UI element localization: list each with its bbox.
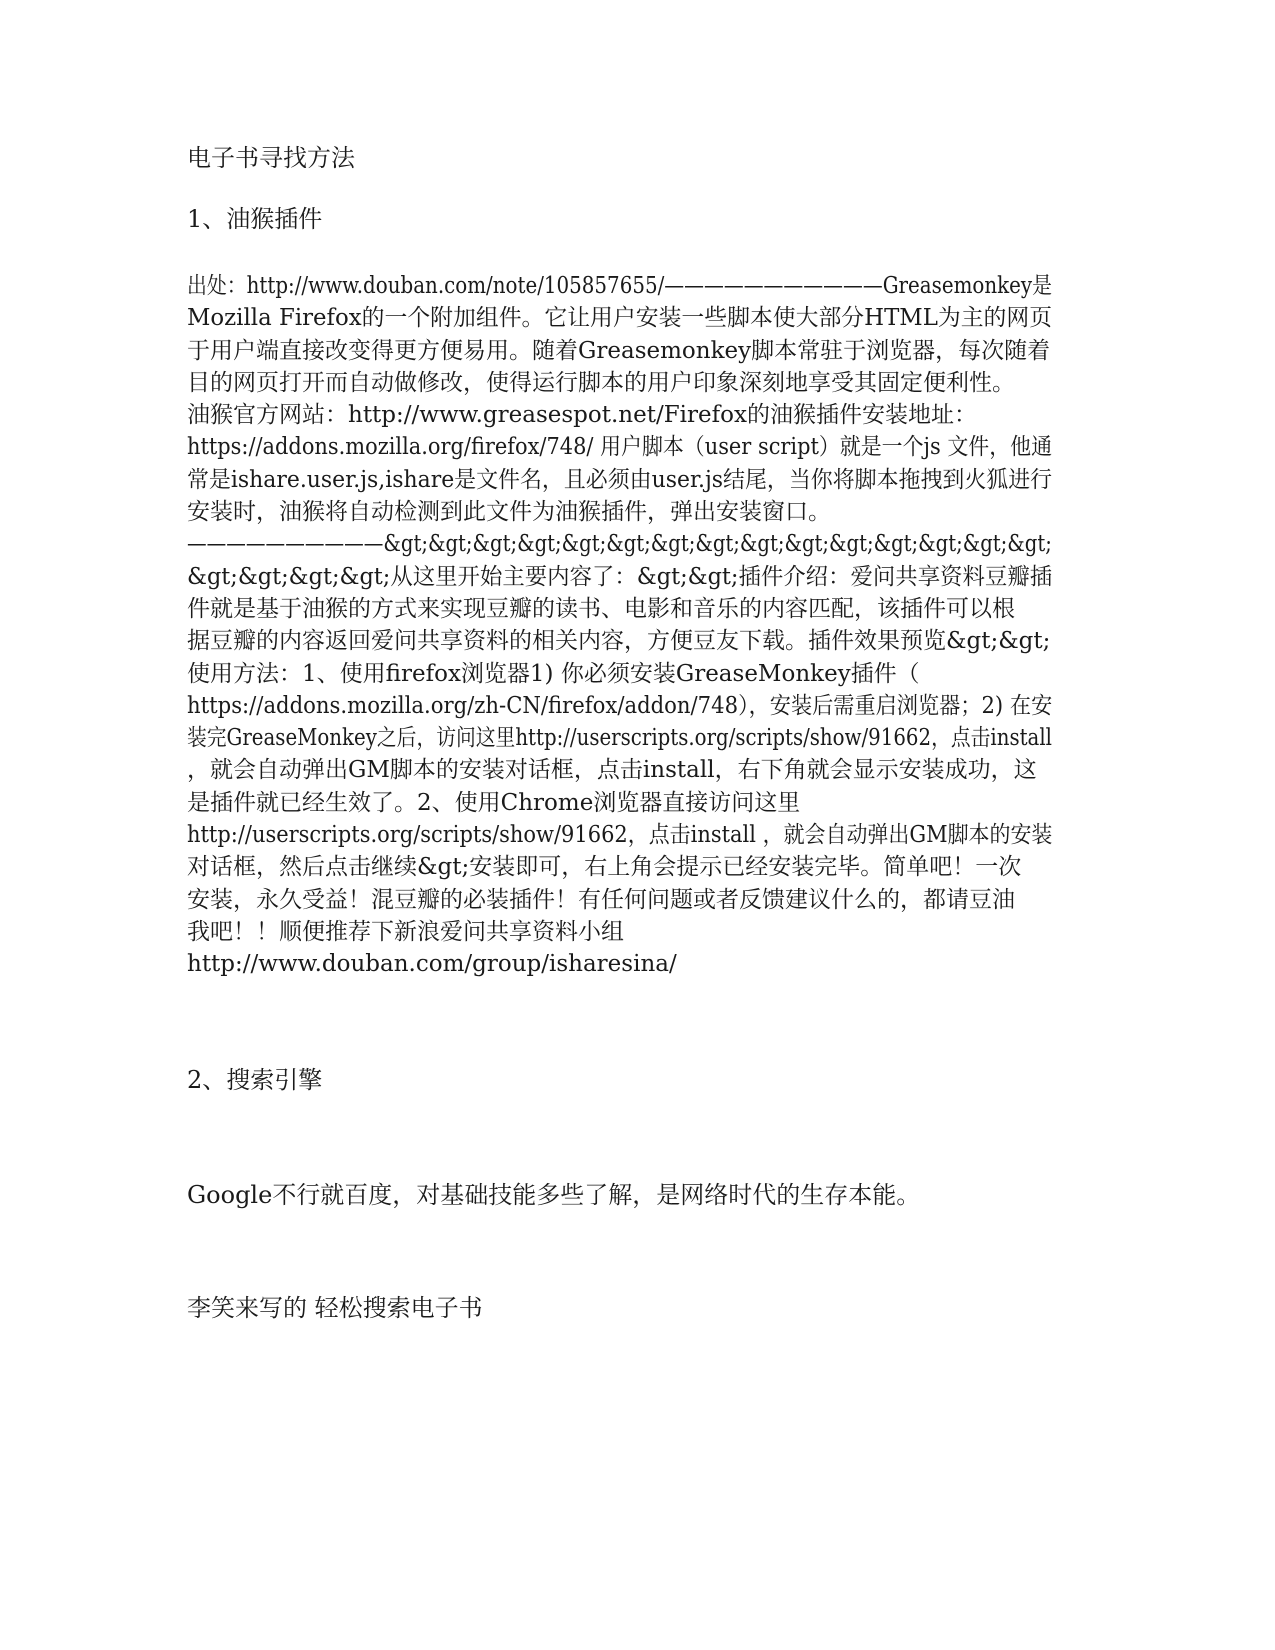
paragraph-line: https://addons.mozilla.org/zh-CN/firefox/addon/748），安装后需重启浏览器；2) 在安 [187, 692, 1053, 719]
paragraph-line: 使用方法：1、使用firefox浏览器1) 你必须安装GreaseMonkey插件（ [187, 660, 920, 687]
paragraph-line: 装完GreaseMonkey之后，访问这里http://userscripts.org/scripts/show/91662，点击install [187, 725, 1052, 752]
section-2-text: Google不行就百度，对基础技能多些了解，是网络时代的生存本能。 [187, 1181, 921, 1209]
paragraph-line: 于用户端直接改变得更方便易用。随着Greasemonkey脚本常驻于浏览器，每次随着 [187, 337, 1051, 364]
paragraph-line: Mozilla Firefox的一个附加组件。它让用户安装一些脚本使大部分HTML为主的网页 [187, 305, 1053, 332]
paragraph-line: 油猴官方网站：http://www.greasespot.net/Firefox的油猴插件安装地址： [187, 402, 977, 429]
section-1-paragraph [187, 270, 1087, 981]
paragraph-line: 件就是基于油猴的方式来实现豆瓣的读书、电影和音乐的内容匹配，该插件可以根 [187, 595, 1015, 622]
section-1-heading: 1、油猴插件 [187, 205, 323, 233]
paragraph-line: 对话框，然后点击继续&gt;安装即可，右上角会提示已经安装完毕。简单吧！一次 [187, 854, 1022, 881]
paragraph-line: 常是ishare.user.js,ishare是文件名，且必须由user.js结尾，当你将脚本拖拽到火狐进行 [187, 466, 1053, 493]
paragraph-line: 安装，永久受益！混豆瓣的必装插件！有任何问题或者反馈建议什么的，都请豆油 [187, 886, 1015, 913]
paragraph-line: 据豆瓣的内容返回爱问共享资料的相关内容，方便豆友下载。插件效果预览&gt;&gt; [187, 628, 1051, 655]
paragraph-line: 我吧！！顺便推荐下新浪爱问共享资料小组 [187, 918, 624, 945]
paragraph-line: 是插件就已经生效了。2、使用Chrome浏览器直接访问这里 [187, 789, 801, 816]
paragraph-line: ——————————&gt;&gt;&gt;&gt;&gt;&gt;&gt;&gt;&gt;&gt;&gt;&gt;&gt;&gt;&gt; [187, 531, 1052, 558]
paragraph-line: http://www.douban.com/group/isharesina/ [187, 951, 677, 978]
closing-line: 李笑来写的 轻松搜索电子书 [187, 1294, 483, 1322]
paragraph-line: https://addons.mozilla.org/firefox/748/ 用户脚本（user script）就是一个js 文件，他通 [187, 434, 1052, 461]
section-2-heading: 2、搜索引擎 [187, 1066, 323, 1094]
document-title: 电子书寻找方法 [187, 144, 355, 172]
paragraph-line: 目的网页打开而自动做修改，使得运行脚本的用户印象深刻地享受其固定便利性。 [187, 369, 1015, 396]
paragraph-line: http://userscripts.org/scripts/show/91662，点击install ，就会自动弹出GM脚本的安装 [187, 822, 1053, 849]
paragraph-line: 安装时，油猴将自动检测到此文件为油猴插件，弹出安装窗口。 [187, 499, 831, 526]
paragraph-line: &gt;&gt;&gt;&gt;从这里开始主要内容了：&gt;&gt;插件介绍：爱问共享资料豆瓣插 [187, 563, 1053, 590]
paragraph-line: 出处：http://www.douban.com/note/105857655/———————————Greasemonkey是 [187, 273, 1053, 299]
paragraph-line: ，就会自动弹出GM脚本的安装对话框，点击install，右下角就会显示安装成功，这 [187, 757, 1037, 784]
